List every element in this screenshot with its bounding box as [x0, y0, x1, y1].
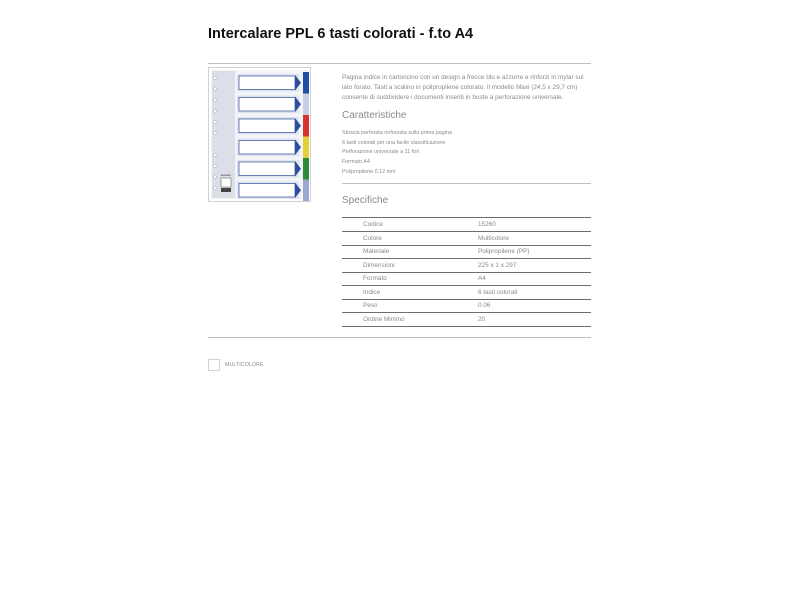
spec-value: Multicolore [478, 234, 509, 242]
feature-item: Striscia perforata rinforzata sulla prima pagina [342, 130, 452, 136]
bottom-divider [208, 337, 591, 338]
product-description: Pagina indice in cartoncino con un design a frecce blu e azzurre e rinforzi in mylar sul lato forato. Tasti a scalino in polipropilene colorato. Il modello Maxi (24,5 x 29,7 cm) consente di suddividere i documenti inseriti in buste a perforazione universale. [342, 74, 584, 101]
top-divider [208, 63, 591, 64]
spec-label: Colore [363, 234, 382, 242]
spec-value: 15260 [478, 221, 496, 228]
feature-item: 6 tasti colorati per una facile classificazione [342, 139, 446, 146]
spec-label: Materiale [363, 248, 390, 256]
product-title: Intercalare PPL 6 tasti colorati - f.to A4 [208, 26, 474, 42]
feature-item: Perforazione universale a 11 fori [342, 149, 420, 156]
color-swatch-label: MULTICOLORE [225, 362, 264, 368]
table-row [342, 218, 591, 232]
table-row [342, 286, 591, 300]
spec-value: 6 tasti colorati [478, 288, 518, 296]
color-swatch-multicolore[interactable] [208, 359, 220, 371]
specs-table [342, 218, 591, 327]
divider-tab [303, 72, 309, 94]
spec-value: 225 x 1 x 297 [478, 261, 517, 269]
product-image [208, 67, 311, 202]
table-row [342, 299, 591, 313]
table-row [342, 245, 591, 259]
divider-tab [303, 158, 309, 180]
feature-item: Formato A4 [342, 159, 370, 166]
table-row [342, 313, 591, 327]
table-row [342, 232, 591, 246]
divider-tab [303, 115, 309, 137]
spec-label: Ordine Minimo [363, 315, 405, 323]
table-row [342, 272, 591, 286]
specs-heading: Specifiche [342, 195, 389, 206]
brand-logo: Esselte [221, 173, 231, 177]
spec-label: Formato [363, 275, 387, 283]
features-heading: Caratteristiche [342, 110, 407, 121]
spec-value: A4 [478, 275, 486, 283]
spec-label: Dimensioni [363, 261, 395, 269]
spec-label: Indice [363, 288, 381, 296]
spec-label: Codice [363, 221, 383, 228]
spec-value: 0.06 [478, 302, 491, 310]
divider-tab [303, 137, 309, 159]
features-divider [342, 183, 591, 184]
divider-tab [303, 94, 309, 116]
feature-item: Polipropilene 0.12 mm [342, 168, 396, 175]
table-row [342, 259, 591, 273]
spec-value: 20 [478, 315, 486, 323]
spec-label: Peso [363, 302, 378, 310]
spec-value: Polipropilene (PP) [478, 248, 530, 256]
divider-tab [303, 180, 309, 202]
features-list [342, 129, 452, 178]
